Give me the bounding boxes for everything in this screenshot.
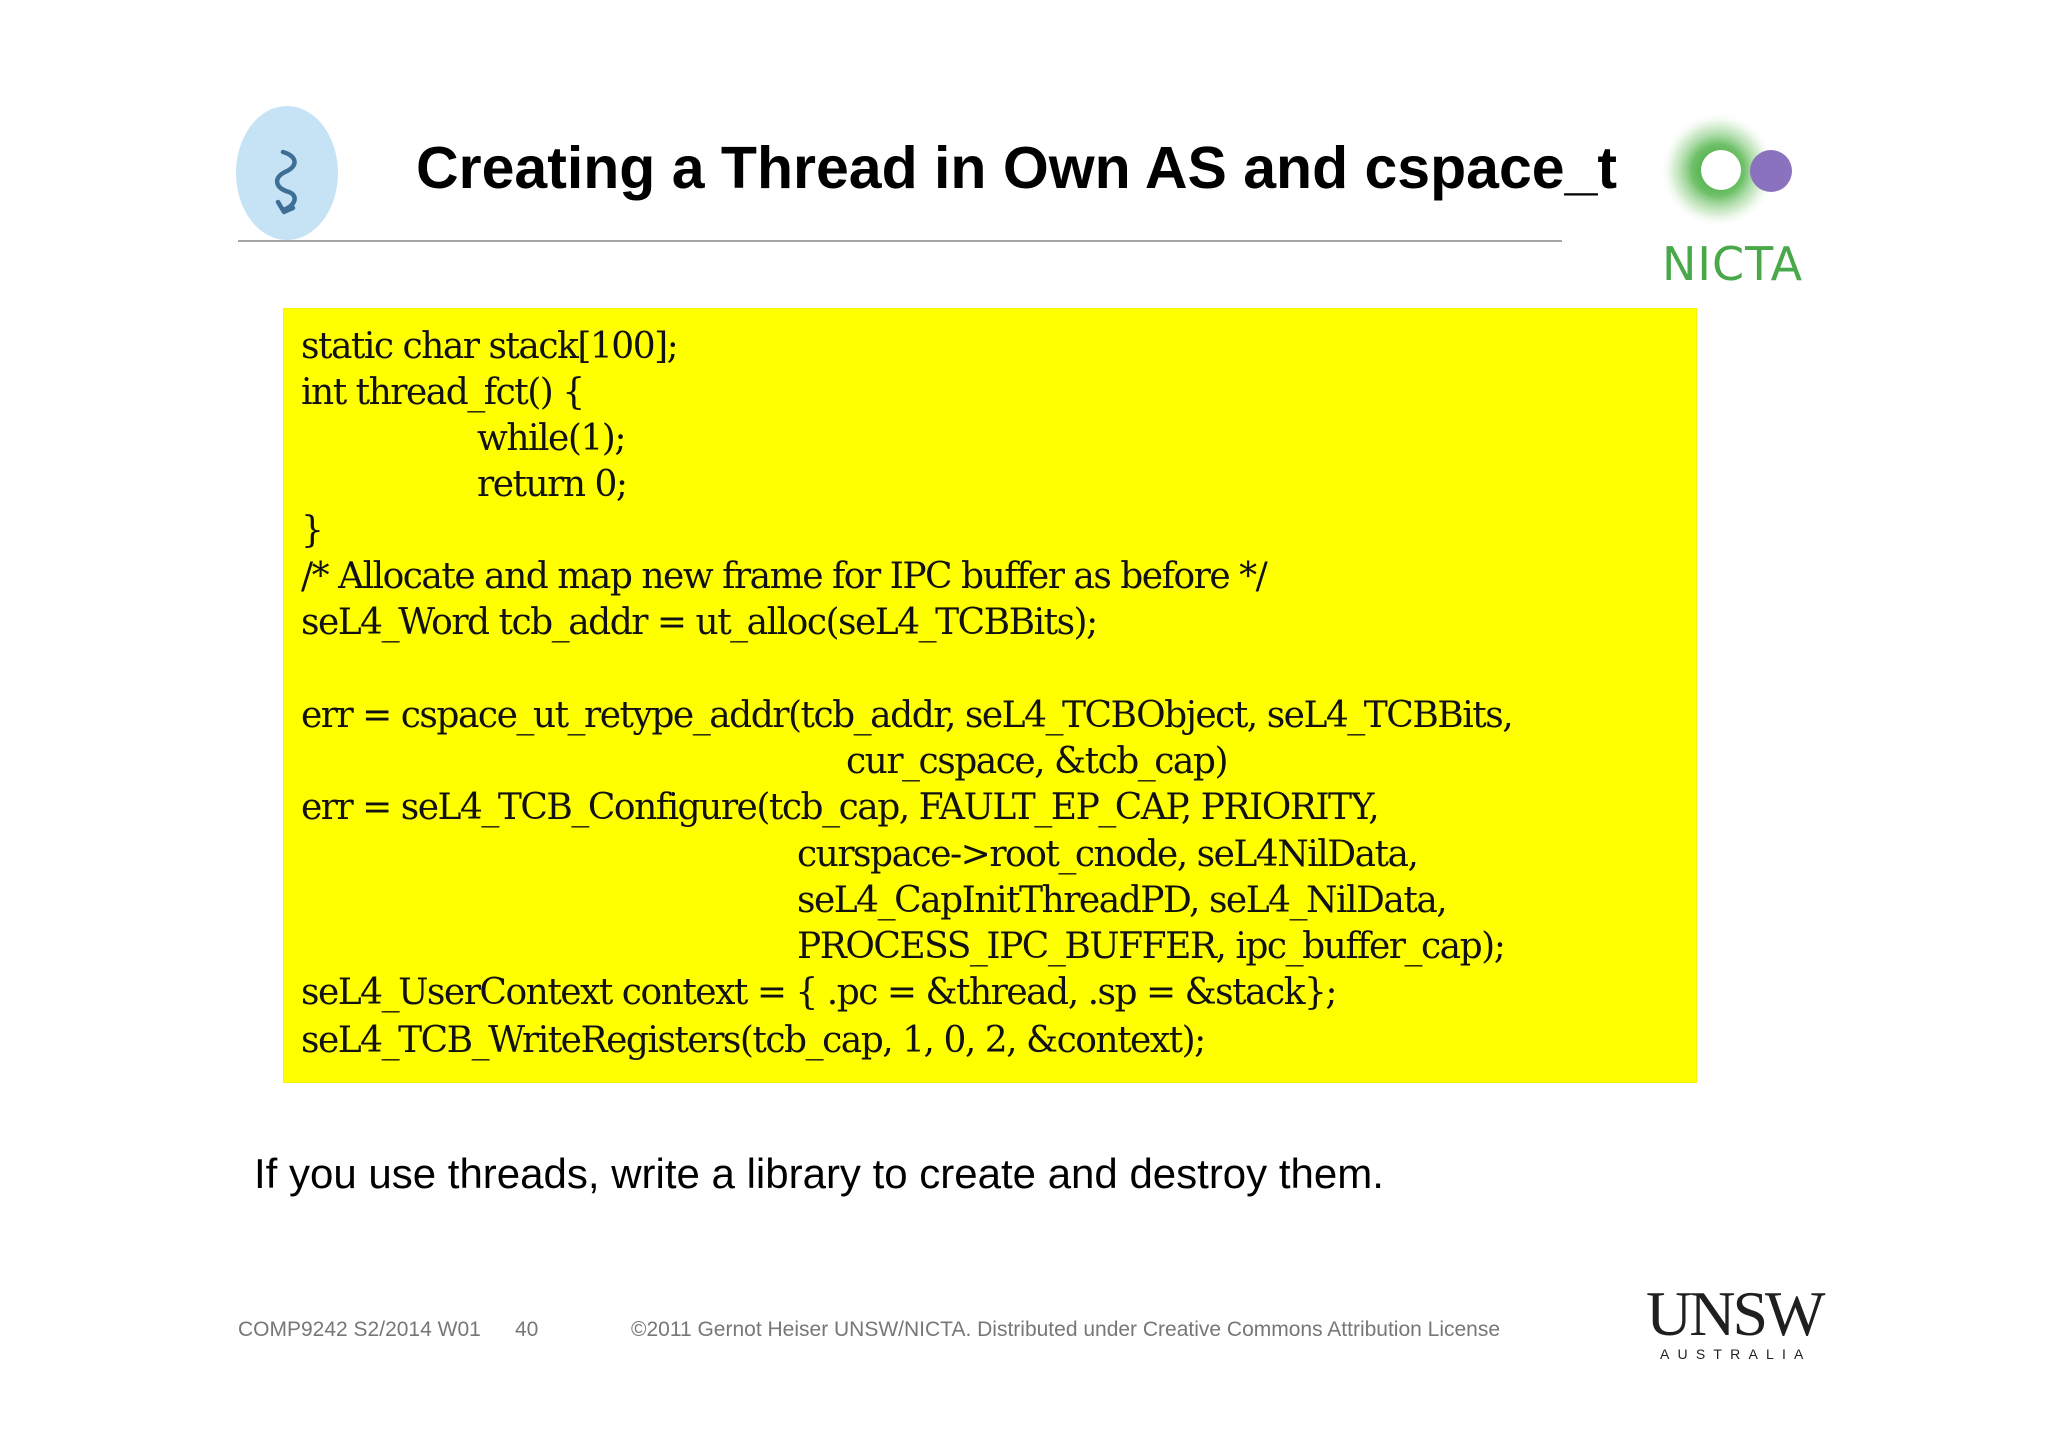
- slide-title: Creating a Thread in Own AS and cspace_t: [416, 135, 1618, 201]
- code-line: seL4_Word tcb_addr = ut_alloc(seL4_TCBBits);: [301, 602, 1097, 643]
- code-line: curspace->root_cnode, seL4NilData,: [797, 834, 1418, 875]
- code-line: PROCESS_IPC_BUFFER, ipc_buffer_cap);: [797, 926, 1505, 967]
- code-line: /* Allocate and map new frame for IPC buffer as before */: [301, 556, 1267, 597]
- code-block: [284, 309, 1696, 1082]
- title-divider: [238, 240, 1562, 242]
- code-line: err = cspace_ut_retype_addr(tcb_addr, seL4_TCBObject, seL4_TCBBits,: [301, 695, 1513, 736]
- code-line: while(1);: [477, 418, 625, 459]
- code-line: seL4_CapInitThreadPD, seL4_NilData,: [797, 880, 1447, 921]
- footer-course: COMP9242 S2/2014 W01: [238, 1318, 481, 1341]
- thread-squiggle-icon: [235, 104, 339, 242]
- unsw-logo-subtext: AUSTRALIA: [1660, 1346, 1812, 1362]
- slide-note: If you use threads, write a library to create and destroy them.: [254, 1150, 1384, 1197]
- nicta-dots-icon: [1652, 110, 1792, 230]
- code-line: cur_cspace, &tcb_cap): [846, 741, 1227, 782]
- code-line: err = seL4_TCB_Configure(tcb_cap, FAULT_EP_CAP, PRIORITY,: [301, 787, 1379, 828]
- code-line: return 0;: [477, 464, 627, 505]
- code-line: int thread_fct() {: [301, 372, 584, 413]
- code-line: seL4_TCB_WriteRegisters(tcb_cap, 1, 0, 2, &context);: [301, 1020, 1205, 1061]
- code-line: }: [301, 510, 323, 551]
- code-line: static char stack[100];: [301, 326, 678, 367]
- code-line: seL4_UserContext context = { .pc = &thread, .sp = &stack};: [301, 972, 1337, 1013]
- unsw-logo-text: UNSW: [1646, 1278, 1823, 1349]
- footer-copyright: ©2011 Gernot Heiser UNSW/NICTA. Distributed under Creative Commons Attribution License: [631, 1318, 1501, 1341]
- footer-page-number: 40: [515, 1318, 539, 1341]
- nicta-logo-text: NICTA: [1662, 237, 1804, 291]
